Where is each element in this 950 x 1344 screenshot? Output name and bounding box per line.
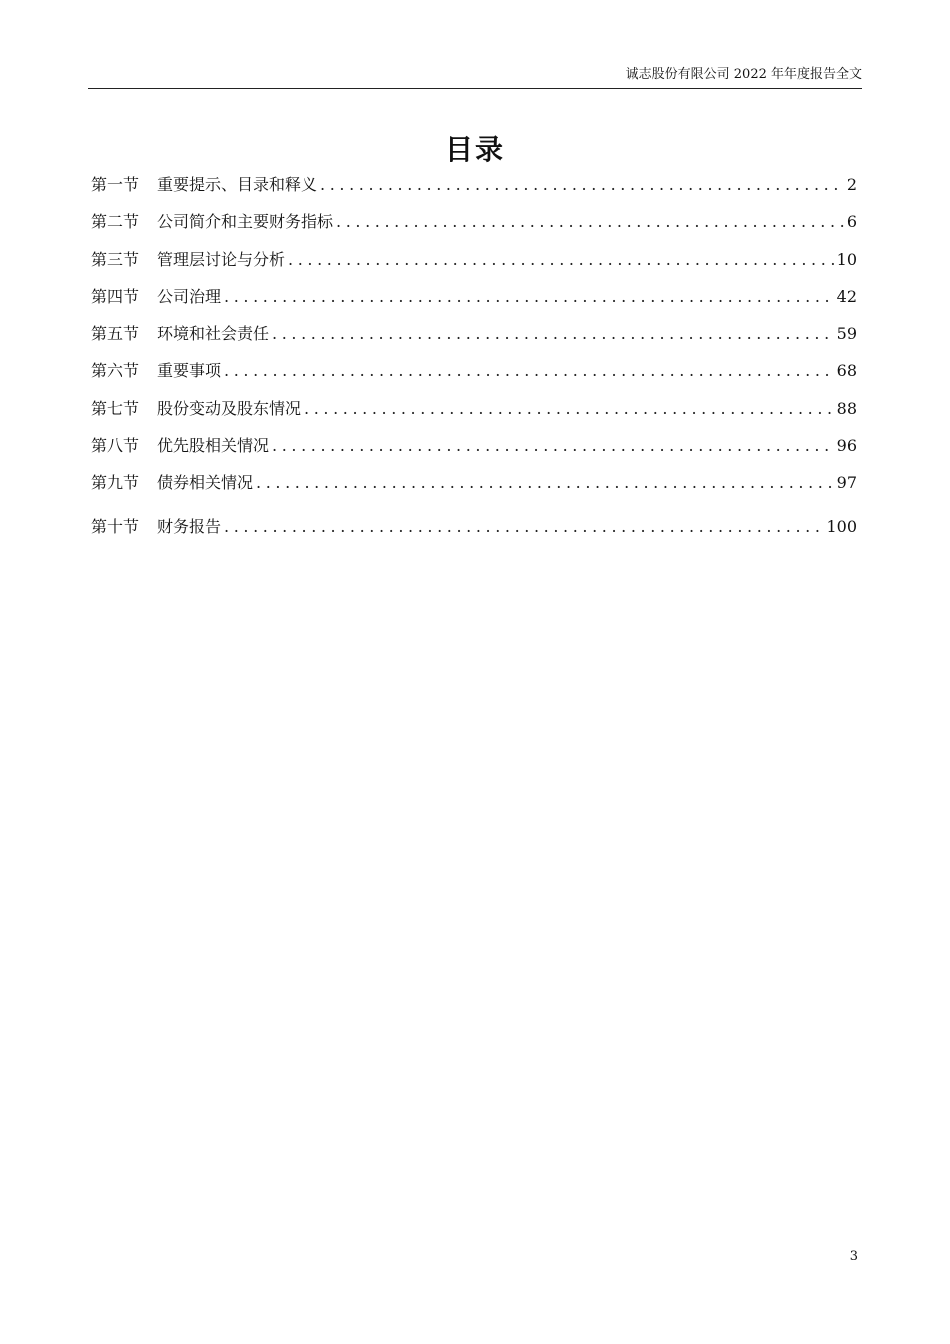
table-of-contents xyxy=(91,172,857,551)
toc-section-title: 公司简介和主要财务指标 xyxy=(157,212,334,232)
toc-section-number: 第十节 xyxy=(91,516,140,536)
toc-section-title: 环境和社会责任 xyxy=(157,324,270,344)
toc-dot-leader xyxy=(224,284,834,310)
toc-entry-3[interactable] xyxy=(91,247,857,284)
toc-dot-leader xyxy=(336,209,844,235)
toc-dot-leader xyxy=(272,321,834,347)
toc-page-number: 96 xyxy=(836,436,857,456)
toc-section-number: 第六节 xyxy=(91,361,140,381)
toc-dot-leader xyxy=(304,396,834,422)
toc-section-title: 财务报告 xyxy=(157,516,222,536)
toc-section-title: 重要事项 xyxy=(157,361,222,381)
toc-entry-7[interactable] xyxy=(91,396,857,433)
toc-page-number: 68 xyxy=(836,361,857,381)
page-header xyxy=(88,64,862,89)
toc-page-number: 59 xyxy=(836,324,857,344)
toc-section-title: 股份变动及股东情况 xyxy=(157,398,302,418)
toc-dot-leader xyxy=(272,433,834,459)
toc-entry-10[interactable] xyxy=(91,514,857,551)
toc-section-title: 重要提示、目录和释义 xyxy=(157,175,318,194)
toc-section-title: 债券相关情况 xyxy=(157,473,254,493)
toc-entry-5[interactable] xyxy=(91,321,857,358)
page-number: 3 xyxy=(849,1249,858,1264)
toc-section-number: 第五节 xyxy=(91,324,140,344)
toc-page-number: 2 xyxy=(846,175,857,194)
toc-entry-8[interactable] xyxy=(91,433,857,470)
toc-page-number: 100 xyxy=(826,516,857,536)
toc-page-number: 6 xyxy=(846,212,857,232)
toc-entry-1[interactable] xyxy=(91,172,857,209)
toc-section-title: 管理层讨论与分析 xyxy=(157,249,286,269)
toc-section-number: 第二节 xyxy=(91,212,140,232)
toc-entry-4[interactable] xyxy=(91,284,857,321)
toc-page-number: 88 xyxy=(836,398,857,418)
toc-title: 目录 xyxy=(444,133,505,166)
toc-section-number: 第八节 xyxy=(91,436,140,456)
toc-dot-leader xyxy=(288,247,834,273)
toc-entry-9[interactable] xyxy=(91,470,857,507)
header-text: 诚志股份有限公司 2022 年年度报告全文 xyxy=(625,67,862,82)
toc-section-number: 第四节 xyxy=(91,286,140,306)
toc-dot-leader xyxy=(320,172,844,198)
toc-page-number: 10 xyxy=(836,249,857,269)
toc-section-number: 第三节 xyxy=(91,249,140,269)
toc-section-title: 优先股相关情况 xyxy=(157,436,270,456)
toc-section-number: 第一节 xyxy=(91,175,140,194)
toc-page-number: 97 xyxy=(836,473,857,493)
toc-dot-leader xyxy=(256,470,834,496)
toc-section-number: 第七节 xyxy=(91,398,140,418)
toc-entry-2[interactable] xyxy=(91,209,857,246)
toc-dot-leader xyxy=(224,358,834,384)
toc-entry-6[interactable] xyxy=(91,358,857,395)
toc-section-title: 公司治理 xyxy=(157,286,222,306)
toc-page-number: 42 xyxy=(836,286,857,306)
toc-section-number: 第九节 xyxy=(91,473,140,493)
toc-dot-leader xyxy=(224,514,823,540)
